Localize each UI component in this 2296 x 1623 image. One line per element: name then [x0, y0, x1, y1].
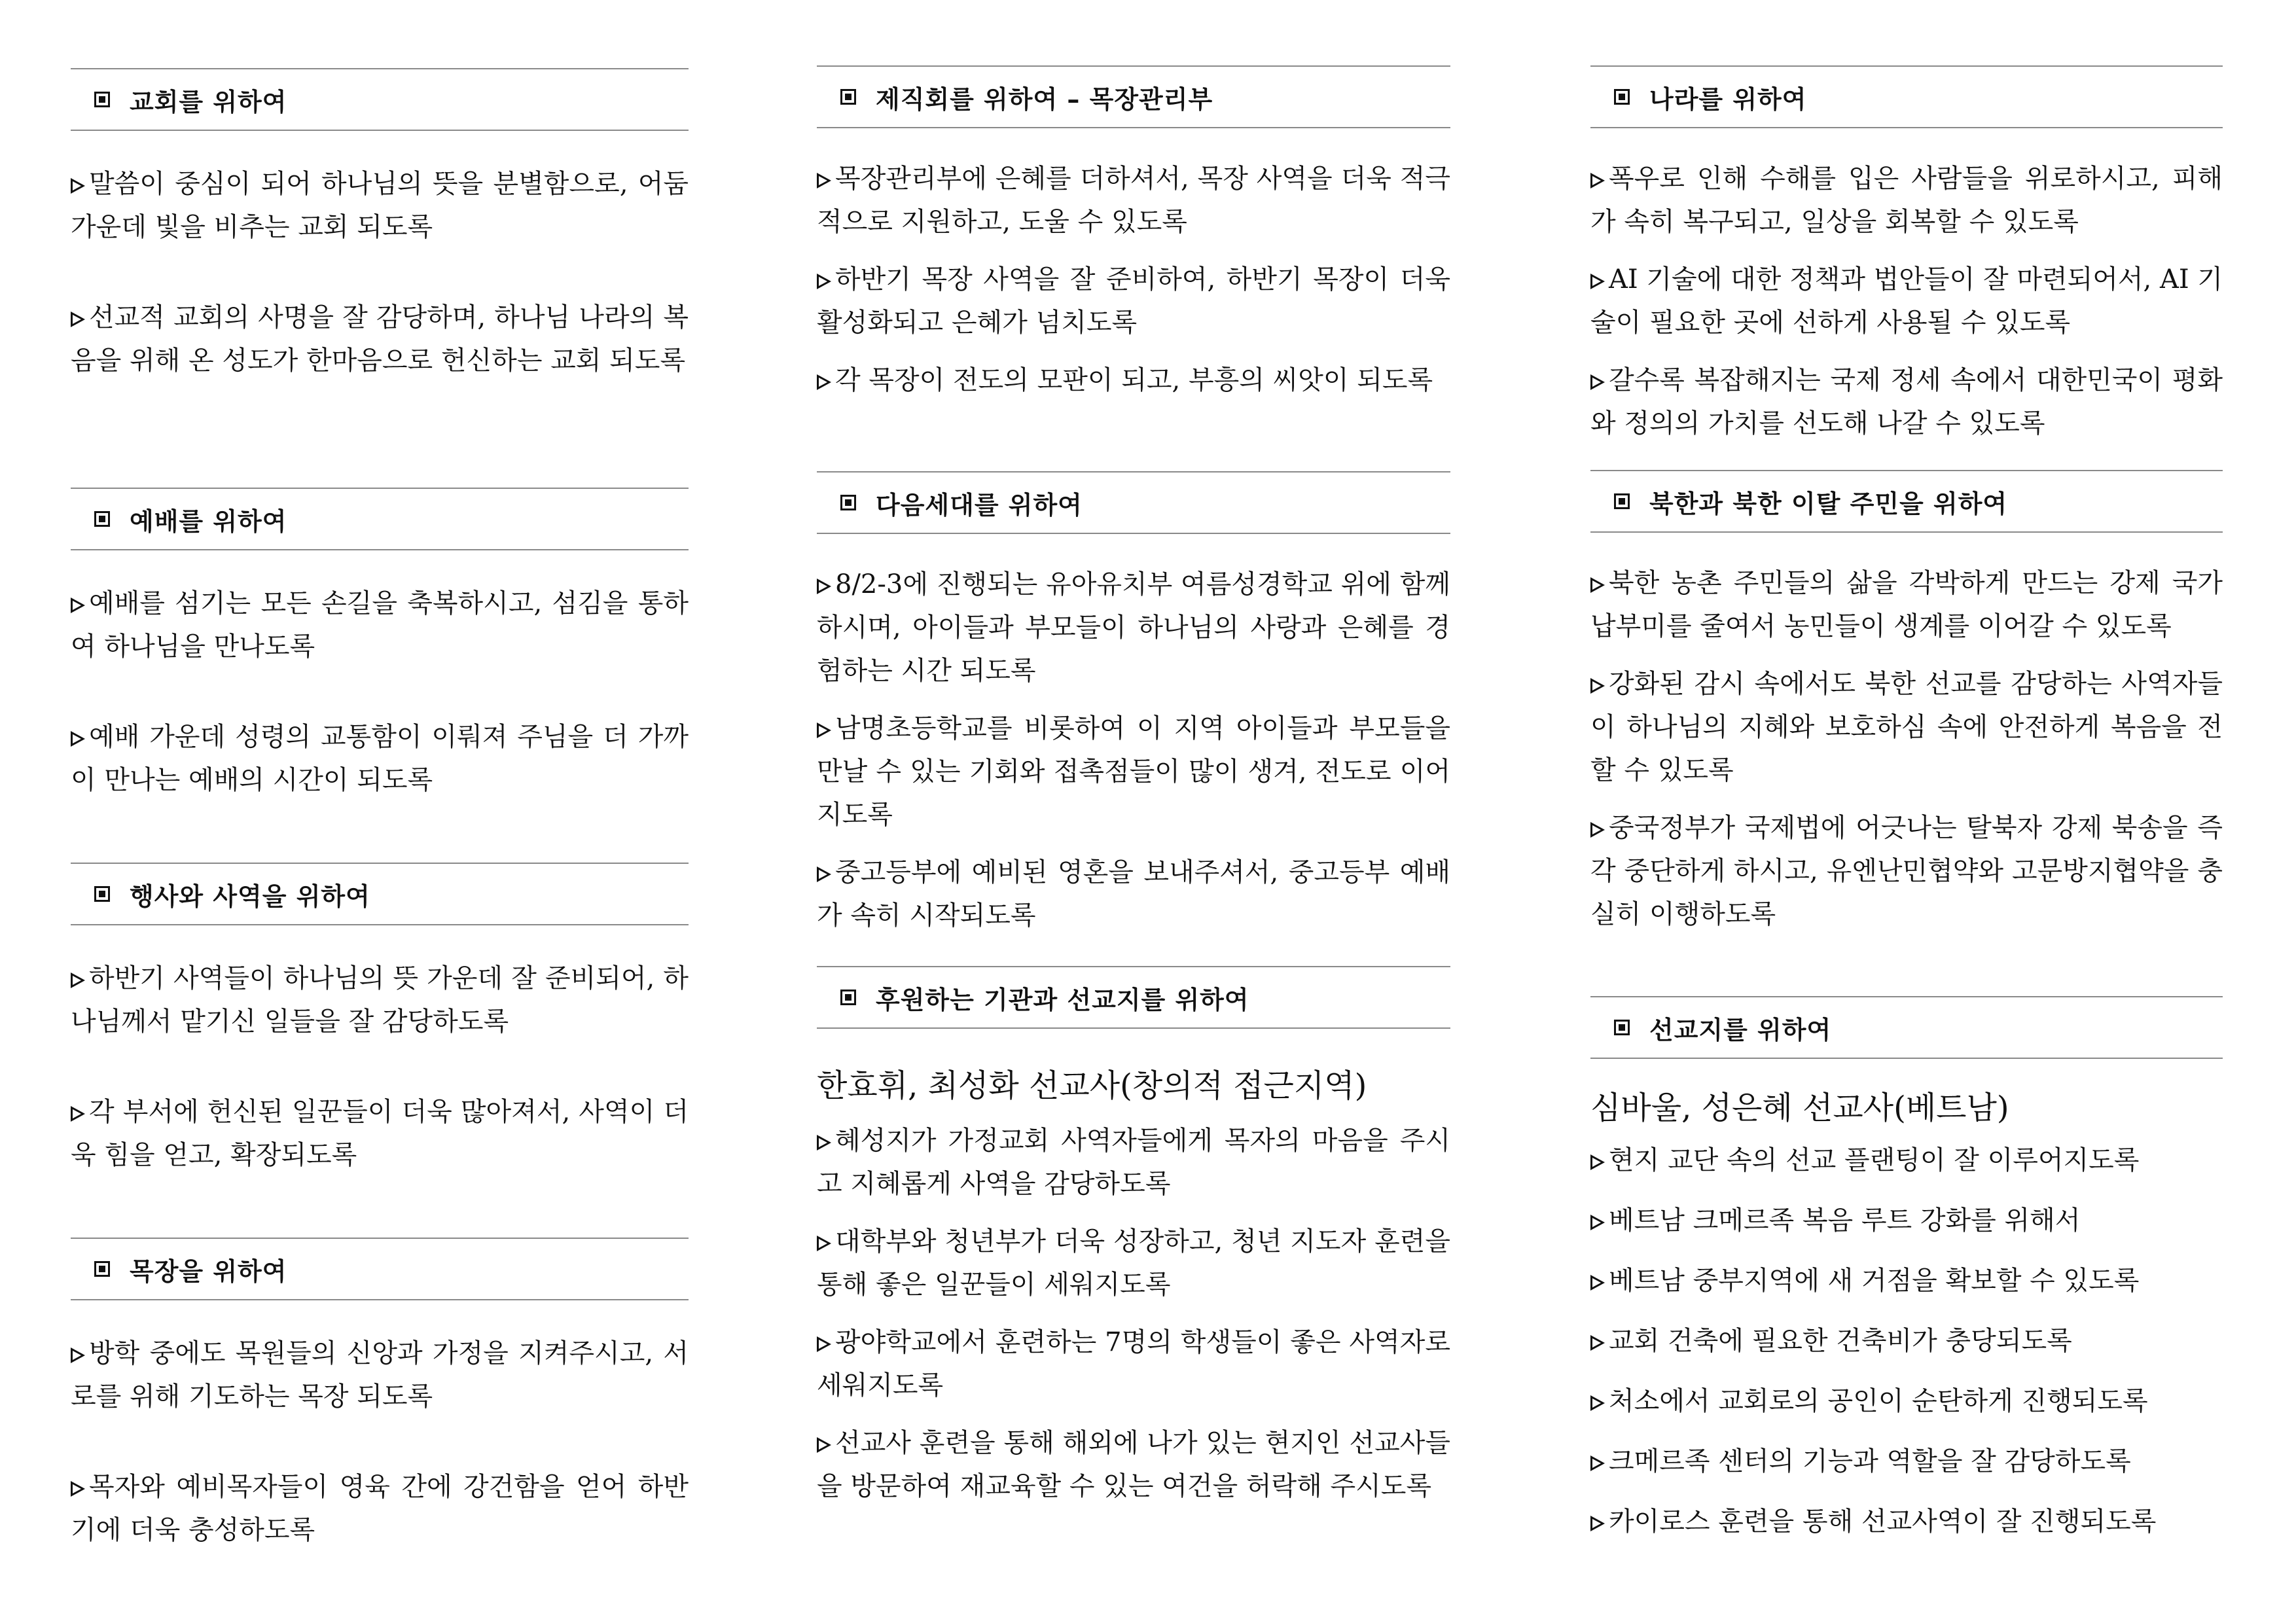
section-deacons — [817, 65, 1450, 402]
triangle-bullet-icon — [71, 312, 85, 327]
section-header — [817, 65, 1450, 128]
prayer-item: 교회 건축에 필요한 건축비가 충당되도록 — [1590, 1319, 2223, 1363]
prayer-item: 남명초등학교를 비롯하여 이 지역 아이들과 부모들을 만날 수 있는 기회와 접촉점들이 많이 생겨, 전도로 이어지도록 — [817, 713, 1450, 830]
triangle-bullet-icon — [1590, 577, 1605, 593]
square-bullet-icon — [1614, 1020, 1630, 1035]
square-bullet-icon — [840, 495, 856, 510]
section-missions-support — [817, 966, 1450, 1508]
square-bullet-icon — [94, 92, 110, 107]
triangle-bullet-icon — [71, 972, 85, 988]
triangle-bullet-icon — [817, 173, 831, 188]
triangle-bullet-icon — [1590, 274, 1605, 289]
section-header — [817, 966, 1450, 1029]
square-bullet-icon — [94, 886, 110, 902]
section-title: 예배를 위하여 — [130, 507, 287, 536]
prayer-item: 폭우로 인해 수해를 입은 사람들을 위로하시고, 피해가 속히 복구되고, 일상을 회복할 수 있도록 — [1590, 164, 2223, 237]
prayer-item: 처소에서 교회로의 공인이 순탄하게 진행되도록 — [1590, 1380, 2223, 1423]
section-mokjang — [71, 1238, 689, 1552]
prayer-item: 베트남 크메르족 복음 루트 강화를 위해서 — [1590, 1199, 2223, 1242]
section-title: 제직회를 위하여 – 목장관리부 — [876, 84, 1213, 114]
section-worship — [71, 488, 689, 802]
triangle-bullet-icon — [71, 1481, 85, 1497]
prayer-item: 갈수록 복잡해지는 국제 정세 속에서 대한민국이 평화와 정의의 가치를 선도해 나갈 수 있도록 — [1590, 365, 2223, 438]
section-title: 북한과 북한 이탈 주민을 위하여 — [1649, 489, 2008, 518]
prayer-item: 북한 농촌 주민들의 삶을 각박하게 만드는 강제 국가납부미를 줄여서 농민들이 생계를 이어갈 수 있도록 — [1590, 568, 2223, 641]
section-church — [71, 68, 689, 382]
missionary-name: 한효휘, 최성화 선교사(창의적 접근지역) — [817, 1067, 1367, 1104]
square-bullet-icon — [840, 89, 856, 105]
square-bullet-icon — [94, 511, 110, 527]
prayer-item: 혜성지가 가정교회 사역자들에게 목자의 마음을 주시고 지혜롭게 사역을 감당하도록 — [817, 1126, 1450, 1199]
triangle-bullet-icon — [1590, 1215, 1605, 1230]
triangle-bullet-icon — [1590, 1455, 1605, 1471]
section-title: 후원하는 기관과 선교지를 위하여 — [876, 985, 1249, 1014]
prayer-item: 각 목장이 전도의 모판이 되고, 부흥의 씨앗이 되도록 — [817, 359, 1450, 402]
square-bullet-icon — [1614, 89, 1630, 105]
prayer-item: 대학부와 청년부가 더욱 성장하고, 청년 지도자 훈련을 통해 좋은 일꾼들이 세워지도록 — [817, 1226, 1450, 1300]
triangle-bullet-icon — [1590, 374, 1605, 390]
section-title: 선교지를 위하여 — [1649, 1015, 1832, 1044]
prayer-item: 광야학교에서 훈련하는 7명의 학생들이 좋은 사역자로 세워지도록 — [817, 1327, 1450, 1400]
triangle-bullet-icon — [71, 1347, 85, 1363]
prayer-item: 베트남 중부지역에 새 거점을 확보할 수 있도록 — [1590, 1259, 2223, 1302]
triangle-bullet-icon — [71, 1106, 85, 1122]
prayer-item: 중국정부가 국제법에 어긋나는 탈북자 강제 북송을 즉각 중단하게 하시고, 유엔난민협약와 고문방지협약을 충실히 이행하도록 — [1590, 813, 2223, 929]
triangle-bullet-icon — [1590, 1516, 1605, 1531]
prayer-item: 크메르족 센터의 기능과 역할을 잘 감당하도록 — [1590, 1440, 2223, 1483]
prayer-item: 목자와 예비목자들이 영육 간에 강건함을 얻어 하반기에 더욱 충성하도록 — [71, 1472, 689, 1545]
section-title: 다음세대를 위하여 — [876, 490, 1083, 520]
section-title: 목장을 위하여 — [130, 1257, 287, 1286]
prayer-item: 예배를 섬기는 모든 손길을 축복하시고, 섬김을 통하여 하나님을 만나도록 — [71, 588, 689, 662]
triangle-bullet-icon — [71, 731, 85, 747]
triangle-bullet-icon — [1590, 1154, 1605, 1170]
prayer-item: 선교사 훈련을 통해 해외에 나가 있는 현지인 선교사들을 방문하여 재교육할 수 있는 여건을 허락해 주시도록 — [817, 1428, 1450, 1501]
prayer-item: 8/2-3에 진행되는 유아유치부 여름성경학교 위에 함께 하시며, 아이들과 부모들이 하나님의 사랑과 은혜를 경험하는 시간 되도록 — [817, 569, 1450, 686]
triangle-bullet-icon — [1590, 1335, 1605, 1351]
triangle-bullet-icon — [817, 1135, 831, 1150]
square-bullet-icon — [1614, 493, 1630, 509]
triangle-bullet-icon — [817, 274, 831, 289]
section-header — [1590, 996, 2223, 1059]
section-header — [71, 863, 689, 925]
prayer-item: 선교적 교회의 사명을 잘 감당하며, 하나님 나라의 복음을 위해 온 성도가 한마음으로 헌신하는 교회 되도록 — [71, 302, 689, 376]
section-header — [71, 1238, 689, 1300]
triangle-bullet-icon — [817, 1336, 831, 1352]
section-mission-field — [1590, 996, 2223, 1543]
prayer-item: 중고등부에 예비된 영혼을 보내주셔서, 중고등부 예배가 속히 시작되도록 — [817, 857, 1450, 931]
triangle-bullet-icon — [1590, 1395, 1605, 1411]
section-title: 나라를 위하여 — [1649, 84, 1807, 114]
square-bullet-icon — [94, 1261, 110, 1277]
triangle-bullet-icon — [1590, 822, 1605, 838]
triangle-bullet-icon — [1590, 678, 1605, 694]
prayer-item: 강화된 감시 속에서도 북한 선교를 감당하는 사역자들이 하나님의 지혜와 보호하심 속에 안전하게 복음을 전할 수 있도록 — [1590, 669, 2223, 785]
prayer-item: 하반기 사역들이 하나님의 뜻 가운데 잘 준비되어, 하나님께서 맡기신 일들을 잘 감당하도록 — [71, 963, 689, 1037]
triangle-bullet-icon — [71, 597, 85, 613]
triangle-bullet-icon — [817, 1236, 831, 1251]
prayer-item: 각 부서에 헌신된 일꾼들이 더욱 많아져서, 사역이 더욱 힘을 얻고, 확장되도록 — [71, 1097, 689, 1170]
triangle-bullet-icon — [817, 1437, 831, 1453]
triangle-bullet-icon — [817, 579, 831, 594]
section-nation — [1590, 65, 2223, 445]
triangle-bullet-icon — [1590, 1275, 1605, 1291]
section-header — [817, 471, 1450, 534]
section-title: 교회를 위하여 — [130, 87, 287, 116]
prayer-item: 하반기 목장 사역을 잘 준비하여, 하반기 목장이 더욱 활성화되고 은혜가 넘치도록 — [817, 264, 1450, 338]
section-events — [71, 863, 689, 1177]
section-north-korea — [1590, 470, 2223, 936]
square-bullet-icon — [840, 990, 856, 1005]
prayer-item: 말씀이 중심이 되어 하나님의 뜻을 분별함으로, 어둠 가운데 빛을 비추는 교회 되도록 — [71, 169, 689, 242]
prayer-item: 예배 가운데 성령의 교통함이 이뤄져 주님을 더 가까이 만나는 예배의 시간이 되도록 — [71, 722, 689, 795]
triangle-bullet-icon — [817, 722, 831, 738]
triangle-bullet-icon — [71, 178, 85, 194]
section-header — [71, 488, 689, 550]
prayer-item: AI 기술에 대한 정책과 법안들이 잘 마련되어서, AI 기술이 필요한 곳에 선하게 사용될 수 있도록 — [1590, 264, 2223, 338]
section-header — [1590, 65, 2223, 128]
section-title: 행사와 사역을 위하여 — [130, 882, 370, 911]
section-header — [71, 68, 689, 131]
triangle-bullet-icon — [1590, 173, 1605, 188]
prayer-item: 방학 중에도 목원들의 신앙과 가정을 지켜주시고, 서로를 위해 기도하는 목장 되도록 — [71, 1338, 689, 1412]
prayer-item: 카이로스 훈련을 통해 선교사역이 잘 진행되도록 — [1590, 1500, 2223, 1543]
prayer-item: 목장관리부에 은혜를 더하셔서, 목장 사역을 더욱 적극적으로 지원하고, 도울 수 있도록 — [817, 164, 1450, 237]
section-next-generation — [817, 471, 1450, 937]
section-header — [1590, 470, 2223, 533]
triangle-bullet-icon — [817, 866, 831, 882]
missionary-name: 심바울, 성은혜 선교사(베트남) — [1590, 1090, 2009, 1126]
prayer-item: 현지 교단 속의 선교 플랜팅이 잘 이루어지도록 — [1590, 1139, 2223, 1182]
triangle-bullet-icon — [817, 374, 831, 390]
